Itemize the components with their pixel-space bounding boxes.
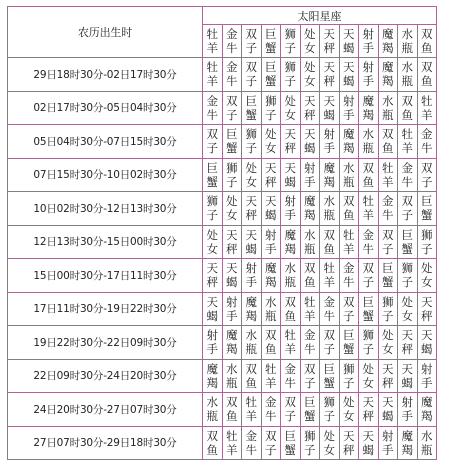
sign-cell: 魔 羯	[222, 326, 242, 360]
sign-cell: 双 鱼	[339, 192, 359, 226]
sign-cell: 双 鱼	[417, 58, 437, 92]
sign-cell: 牡 羊	[203, 58, 223, 92]
column-sign-header: 巨 蟹	[261, 25, 281, 58]
sign-cell: 双 鱼	[222, 393, 242, 427]
sign-cell: 天 秤	[339, 426, 359, 460]
table-row	[8, 292, 437, 326]
sign-cell: 牡 羊	[281, 326, 301, 360]
sign-cell: 金 牛	[261, 393, 281, 427]
sign-cell: 天 秤	[222, 225, 242, 259]
sign-cell: 牡 羊	[398, 125, 418, 159]
period-cell: 12日13时30分-15日00时30分	[8, 225, 203, 259]
sign-cell: 巨 蟹	[222, 125, 242, 159]
sign-cell: 双 子	[398, 192, 418, 226]
sign-cell: 巨 蟹	[417, 192, 437, 226]
sign-cell: 处 女	[242, 158, 262, 192]
sign-cell: 巨 蟹	[378, 259, 398, 293]
table-row	[8, 158, 437, 192]
sign-cell: 天 秤	[242, 192, 262, 226]
sign-cell: 金 牛	[242, 426, 262, 460]
sign-cell: 双 子	[261, 426, 281, 460]
sign-cell: 牡 羊	[417, 91, 437, 125]
sign-cell: 水 瓶	[378, 91, 398, 125]
period-cell: 24日20时30分-27日07时30分	[8, 393, 203, 427]
sign-cell: 狮 子	[203, 192, 223, 226]
sign-cell: 牡 羊	[300, 292, 320, 326]
period-cell: 10日02时30分-12日13时30分	[8, 192, 203, 226]
column-sign-header: 水 瓶	[398, 25, 418, 58]
sign-cell: 魔 羯	[398, 426, 418, 460]
sign-cell: 水 瓶	[300, 225, 320, 259]
period-cell: 15日00时30分-17日11时30分	[8, 259, 203, 293]
sign-cell: 水 瓶	[359, 125, 379, 159]
sign-cell: 双 鱼	[281, 292, 301, 326]
sign-cell: 巨 蟹	[300, 393, 320, 427]
sign-cell: 处 女	[417, 259, 437, 293]
sign-cell: 处 女	[281, 91, 301, 125]
sign-cell: 狮 子	[339, 359, 359, 393]
sign-cell: 金 牛	[300, 326, 320, 360]
sign-cell: 狮 子	[300, 426, 320, 460]
sign-cell: 狮 子	[222, 158, 242, 192]
sign-cell: 双 鱼	[203, 426, 223, 460]
sign-cell: 金 牛	[398, 158, 418, 192]
sign-cell: 牡 羊	[222, 426, 242, 460]
sign-cell: 狮 子	[320, 393, 340, 427]
sun-sign-header: 太阳星座	[203, 7, 437, 25]
period-cell: 17日11时30分-19日22时30分	[8, 292, 203, 326]
sign-cell: 双 鱼	[242, 359, 262, 393]
sign-cell: 双 子	[300, 359, 320, 393]
period-header: 农历出生时	[8, 7, 203, 58]
sign-cell: 射 手	[378, 426, 398, 460]
period-cell: 22日09时30分-24日20时30分	[8, 359, 203, 393]
table-row	[8, 259, 437, 293]
sign-cell: 双 鱼	[398, 91, 418, 125]
sign-cell: 魔 羯	[300, 192, 320, 226]
sign-cell: 天 秤	[417, 292, 437, 326]
sign-cell: 双 子	[320, 326, 340, 360]
sign-cell: 双 子	[222, 91, 242, 125]
sign-cell: 金 牛	[222, 58, 242, 92]
sign-cell: 天 蝎	[300, 125, 320, 159]
sign-cell: 双 鱼	[359, 158, 379, 192]
sign-cell: 魔 羯	[281, 225, 301, 259]
period-cell: 07日15时30分-10日02时30分	[8, 158, 203, 192]
sign-cell: 牡 羊	[359, 192, 379, 226]
sign-cell: 狮 子	[281, 58, 301, 92]
sign-cell: 处 女	[378, 326, 398, 360]
sign-cell: 天 秤	[320, 58, 340, 92]
period-cell: 02日17时30分-05日04时30分	[8, 91, 203, 125]
column-sign-header: 双 鱼	[417, 25, 437, 58]
column-sign-header: 天 秤	[320, 25, 340, 58]
sign-cell: 狮 子	[359, 326, 379, 360]
sign-cell: 天 秤	[300, 91, 320, 125]
sign-cell: 巨 蟹	[281, 426, 301, 460]
sign-cell: 水 瓶	[261, 292, 281, 326]
sign-cell: 魔 羯	[339, 125, 359, 159]
sign-cell: 水 瓶	[281, 259, 301, 293]
table-row	[8, 125, 437, 159]
sign-cell: 双 子	[359, 259, 379, 293]
column-sign-header: 狮 子	[281, 25, 301, 58]
sign-cell: 天 蝎	[203, 292, 223, 326]
sign-cell: 射 手	[242, 259, 262, 293]
sign-cell: 巨 蟹	[242, 91, 262, 125]
sign-cell: 射 手	[203, 326, 223, 360]
sign-cell: 狮 子	[378, 292, 398, 326]
sign-cell: 双 鱼	[261, 326, 281, 360]
sign-cell: 巨 蟹	[261, 58, 281, 92]
sign-cell: 处 女	[398, 292, 418, 326]
sign-cell: 天 蝎	[320, 91, 340, 125]
sign-cell: 天 蝎	[222, 259, 242, 293]
sign-cell: 处 女	[300, 58, 320, 92]
sign-cell: 牡 羊	[339, 225, 359, 259]
table-row	[8, 359, 437, 393]
sign-cell: 天 秤	[359, 393, 379, 427]
sign-cell: 天 秤	[261, 158, 281, 192]
sign-cell: 天 蝎	[261, 192, 281, 226]
sign-cell: 金 牛	[417, 125, 437, 159]
table-row	[8, 91, 437, 125]
header-row	[8, 7, 437, 25]
period-cell: 27日07时30分-29日18时30分	[8, 426, 203, 460]
table-row	[8, 192, 437, 226]
sign-cell: 巨 蟹	[398, 225, 418, 259]
sign-cell: 射 手	[300, 158, 320, 192]
sign-cell: 天 蝎	[242, 225, 262, 259]
sign-cell: 天 蝎	[359, 426, 379, 460]
sign-cell: 魔 羯	[359, 91, 379, 125]
sign-cell: 牡 羊	[242, 393, 262, 427]
sign-cell: 魔 羯	[417, 393, 437, 427]
sign-cell: 水 瓶	[320, 192, 340, 226]
table-row	[8, 326, 437, 360]
sign-cell: 天 蝎	[339, 58, 359, 92]
period-cell: 05日04时30分-07日15时30分	[8, 125, 203, 159]
sign-cell: 双 鱼	[378, 125, 398, 159]
column-sign-header: 魔 羯	[378, 25, 398, 58]
sign-cell: 水 瓶	[398, 58, 418, 92]
sign-cell: 天 蝎	[398, 359, 418, 393]
sign-cell: 魔 羯	[203, 359, 223, 393]
table-row	[8, 58, 437, 92]
column-sign-header: 双 子	[242, 25, 262, 58]
sign-cell: 狮 子	[417, 225, 437, 259]
sign-cell: 双 子	[242, 58, 262, 92]
sign-cell: 处 女	[339, 393, 359, 427]
sign-cell: 牡 羊	[378, 158, 398, 192]
sign-cell: 射 手	[281, 192, 301, 226]
sign-cell: 魔 羯	[320, 158, 340, 192]
sign-cell: 牡 羊	[320, 259, 340, 293]
sign-cell: 天 蝎	[417, 326, 437, 360]
sign-cell: 狮 子	[242, 125, 262, 159]
sign-cell: 处 女	[261, 125, 281, 159]
sign-cell: 狮 子	[261, 91, 281, 125]
sign-cell: 射 手	[261, 225, 281, 259]
sign-cell: 射 手	[339, 91, 359, 125]
sign-cell: 双 子	[417, 158, 437, 192]
sign-cell: 双 子	[203, 125, 223, 159]
sign-cell: 射 手	[417, 359, 437, 393]
sign-cell: 射 手	[320, 125, 340, 159]
sign-cell: 水 瓶	[417, 426, 437, 460]
sign-cell: 巨 蟹	[320, 359, 340, 393]
sign-cell: 金 牛	[339, 259, 359, 293]
sign-cell: 天 秤	[281, 125, 301, 159]
sign-cell: 水 瓶	[203, 393, 223, 427]
table-row	[8, 393, 437, 427]
sign-cell: 魔 羯	[242, 292, 262, 326]
sign-cell: 双 子	[378, 225, 398, 259]
sign-cell: 巨 蟹	[339, 326, 359, 360]
sign-cell: 金 牛	[320, 292, 340, 326]
column-sign-header: 金 牛	[222, 25, 242, 58]
zodiac-table	[7, 6, 437, 460]
column-sign-header: 牡 羊	[203, 25, 223, 58]
sign-cell: 处 女	[359, 359, 379, 393]
sign-cell: 处 女	[222, 192, 242, 226]
sign-cell: 双 子	[281, 393, 301, 427]
sign-cell: 金 牛	[359, 225, 379, 259]
sign-cell: 天 秤	[398, 326, 418, 360]
sign-cell: 射 手	[398, 393, 418, 427]
sign-cell: 天 秤	[378, 359, 398, 393]
table-row	[8, 225, 437, 259]
sign-cell: 天 蝎	[281, 158, 301, 192]
sign-cell: 双 鱼	[320, 225, 340, 259]
sign-cell: 双 子	[339, 292, 359, 326]
sign-cell: 射 手	[359, 58, 379, 92]
sign-cell: 狮 子	[398, 259, 418, 293]
sign-cell: 巨 蟹	[203, 158, 223, 192]
sign-cell: 处 女	[320, 426, 340, 460]
sign-cell: 金 牛	[203, 91, 223, 125]
column-sign-header: 处 女	[300, 25, 320, 58]
sign-cell: 巨 蟹	[359, 292, 379, 326]
sign-cell: 水 瓶	[339, 158, 359, 192]
sign-cell: 天 秤	[203, 259, 223, 293]
sign-cell: 金 牛	[378, 192, 398, 226]
sign-cell: 天 蝎	[378, 393, 398, 427]
sign-cell: 牡 羊	[261, 359, 281, 393]
sign-cell: 魔 羯	[261, 259, 281, 293]
period-cell: 29日18时30分-02日17时30分	[8, 58, 203, 92]
sign-cell: 双 鱼	[300, 259, 320, 293]
table-row	[8, 426, 437, 460]
period-cell: 19日22时30分-22日09时30分	[8, 326, 203, 360]
sign-cell: 水 瓶	[222, 359, 242, 393]
sign-cell: 水 瓶	[242, 326, 262, 360]
column-sign-header: 天 蝎	[339, 25, 359, 58]
sign-cell: 魔 羯	[378, 58, 398, 92]
column-sign-header: 射 手	[359, 25, 379, 58]
sign-cell: 处 女	[203, 225, 223, 259]
sign-cell: 金 牛	[281, 359, 301, 393]
sign-cell: 射 手	[222, 292, 242, 326]
